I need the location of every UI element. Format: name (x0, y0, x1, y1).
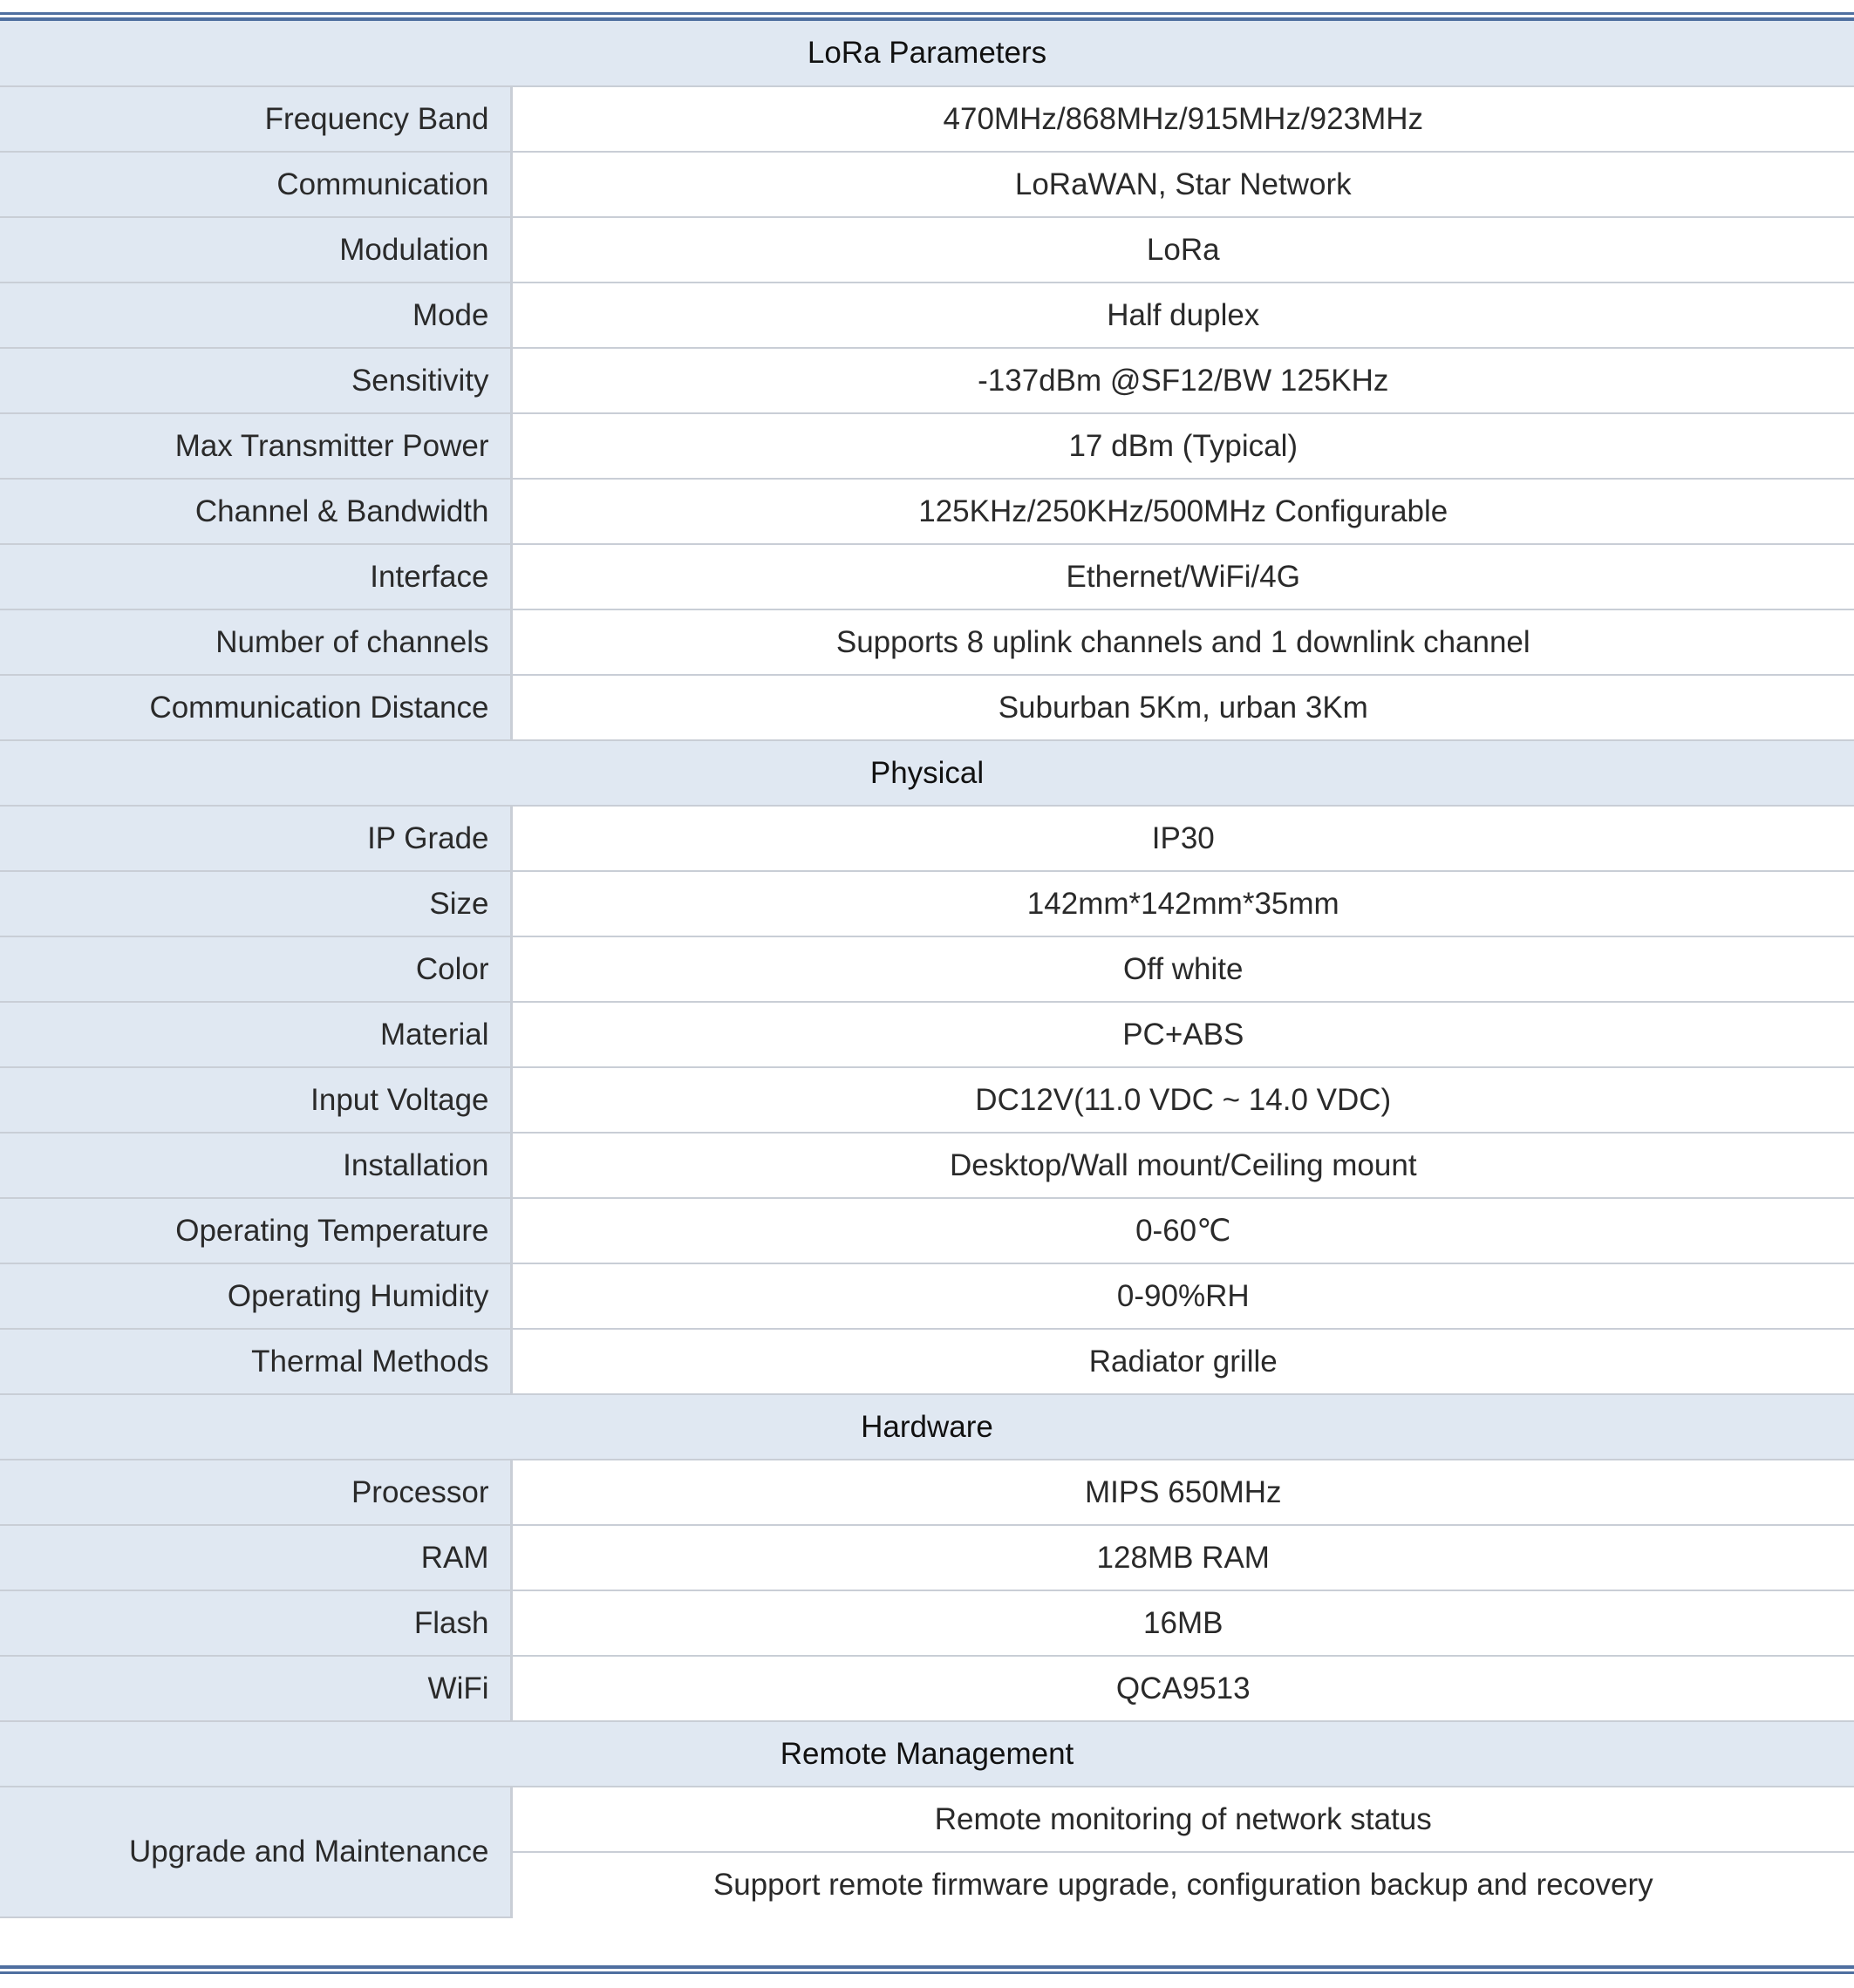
table-row (0, 609, 1854, 675)
table-row (0, 806, 1854, 871)
row-label: Operating Humidity (0, 1263, 511, 1329)
row-label: Thermal Methods (0, 1329, 511, 1394)
row-value: Off white (511, 936, 1854, 1002)
section-header-row (0, 1721, 1854, 1787)
row-label: Upgrade and Maintenance (0, 1787, 511, 1917)
row-label: Flash (0, 1590, 511, 1656)
row-label: Material (0, 1002, 511, 1067)
section-title-remote-management: Remote Management (0, 1721, 1854, 1787)
row-value: Supports 8 uplink channels and 1 downlink channel (511, 609, 1854, 675)
row-value: Ethernet/WiFi/4G (511, 544, 1854, 609)
table-row (0, 1525, 1854, 1590)
table-row (0, 1133, 1854, 1198)
row-value: 16MB (511, 1590, 1854, 1656)
row-label: Modulation (0, 217, 511, 283)
row-value: 125KHz/250KHz/500MHz Configurable (511, 479, 1854, 544)
row-label: Communication Distance (0, 675, 511, 740)
table-row (0, 871, 1854, 936)
row-value: 0-60℃ (511, 1198, 1854, 1263)
table-row (0, 1590, 1854, 1656)
row-value: IP30 (511, 806, 1854, 871)
row-label: Communication (0, 152, 511, 217)
row-value: 0-90%RH (511, 1263, 1854, 1329)
row-value: 128MB RAM (511, 1525, 1854, 1590)
row-value: -137dBm @SF12/BW 125KHz (511, 348, 1854, 413)
row-label: Input Voltage (0, 1067, 511, 1133)
row-value: Half duplex (511, 283, 1854, 348)
table-row (0, 152, 1854, 217)
row-value: LoRa (511, 217, 1854, 283)
row-value: MIPS 650MHz (511, 1460, 1854, 1525)
row-label: Sensitivity (0, 348, 511, 413)
section-header-row (0, 740, 1854, 806)
row-value: QCA9513 (511, 1656, 1854, 1721)
row-value: 142mm*142mm*35mm (511, 871, 1854, 936)
table-row (0, 1002, 1854, 1067)
table-row (0, 1198, 1854, 1263)
table-row (0, 1656, 1854, 1721)
row-label: Interface (0, 544, 511, 609)
table-row (0, 1460, 1854, 1525)
row-value: 17 dBm (Typical) (511, 413, 1854, 479)
row-value: Radiator grille (511, 1329, 1854, 1394)
table-row (0, 348, 1854, 413)
row-value: Desktop/Wall mount/Ceiling mount (511, 1133, 1854, 1198)
table-row (0, 544, 1854, 609)
specifications-table (0, 21, 1854, 1918)
table-row (0, 1787, 1854, 1852)
table-row (0, 936, 1854, 1002)
bottom-double-rule (0, 1965, 1854, 1974)
row-label: Installation (0, 1133, 511, 1198)
section-title-hardware: Hardware (0, 1394, 1854, 1460)
row-label: Channel & Bandwidth (0, 479, 511, 544)
section-header-row (0, 1394, 1854, 1460)
row-label: Frequency Band (0, 86, 511, 152)
row-label: Color (0, 936, 511, 1002)
table-row (0, 283, 1854, 348)
row-label: WiFi (0, 1656, 511, 1721)
row-value: Suburban 5Km, urban 3Km (511, 675, 1854, 740)
table-row (0, 1067, 1854, 1133)
row-value: 470MHz/868MHz/915MHz/923MHz (511, 86, 1854, 152)
row-value: Support remote firmware upgrade, configuration backup and recovery (511, 1852, 1854, 1917)
row-label: Size (0, 871, 511, 936)
row-label: Number of channels (0, 609, 511, 675)
row-label: Mode (0, 283, 511, 348)
row-value: LoRaWAN, Star Network (511, 152, 1854, 217)
row-label: Max Transmitter Power (0, 413, 511, 479)
table-row (0, 217, 1854, 283)
table-row (0, 86, 1854, 152)
row-label: RAM (0, 1525, 511, 1590)
section-header-row (0, 21, 1854, 86)
row-label: Operating Temperature (0, 1198, 511, 1263)
table-row (0, 1329, 1854, 1394)
top-double-rule (0, 12, 1854, 21)
table-row (0, 1263, 1854, 1329)
table-row (0, 479, 1854, 544)
row-label: Processor (0, 1460, 511, 1525)
table-row (0, 413, 1854, 479)
section-title-physical: Physical (0, 740, 1854, 806)
row-value: PC+ABS (511, 1002, 1854, 1067)
row-value: DC12V(11.0 VDC ~ 14.0 VDC) (511, 1067, 1854, 1133)
section-title-lora: LoRa Parameters (0, 21, 1854, 86)
table-row (0, 675, 1854, 740)
row-label: IP Grade (0, 806, 511, 871)
row-value: Remote monitoring of network status (511, 1787, 1854, 1852)
